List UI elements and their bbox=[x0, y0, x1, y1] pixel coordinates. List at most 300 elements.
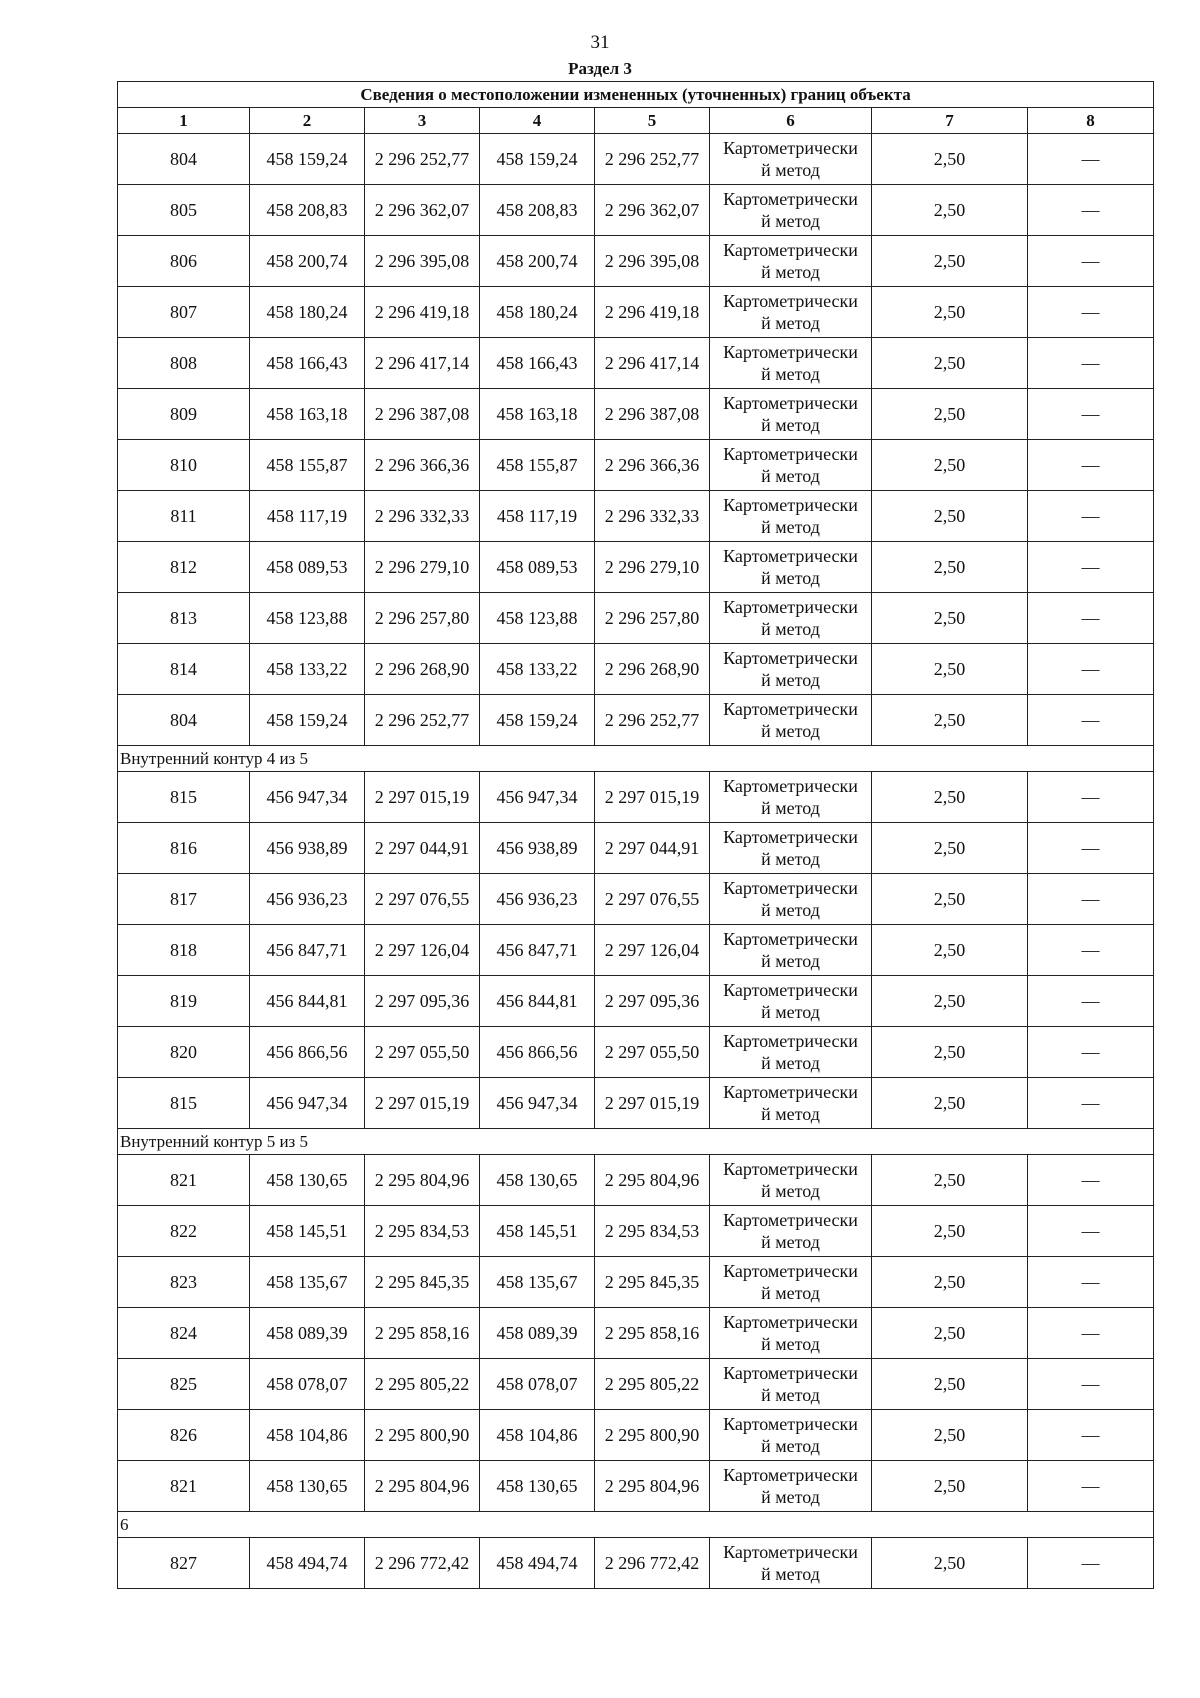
remark-cell: — bbox=[1028, 1155, 1154, 1206]
table-row bbox=[118, 1410, 1154, 1461]
table-row bbox=[118, 976, 1154, 1027]
column-number: 2 bbox=[250, 108, 365, 134]
accuracy-cell: 2,50 bbox=[872, 440, 1028, 491]
column-number: 5 bbox=[595, 108, 710, 134]
y-new-cell: 2 295 858,16 bbox=[595, 1308, 710, 1359]
y-existing-cell: 2 297 055,50 bbox=[365, 1027, 480, 1078]
method-text: й метод bbox=[761, 951, 820, 971]
y-new-cell: 2 296 772,42 bbox=[595, 1538, 710, 1589]
x-existing-cell: 458 130,65 bbox=[250, 1461, 365, 1512]
method-text: й метод bbox=[761, 415, 820, 435]
x-existing-cell: 458 135,67 bbox=[250, 1257, 365, 1308]
y-new-cell: 2 296 419,18 bbox=[595, 287, 710, 338]
point-number-cell: 808 bbox=[118, 338, 250, 389]
y-existing-cell: 2 295 804,96 bbox=[365, 1461, 480, 1512]
y-existing-cell: 2 295 858,16 bbox=[365, 1308, 480, 1359]
column-number: 8 bbox=[1028, 108, 1154, 134]
y-new-cell: 2 295 804,96 bbox=[595, 1461, 710, 1512]
y-existing-cell: 2 295 805,22 bbox=[365, 1359, 480, 1410]
table-row bbox=[118, 593, 1154, 644]
accuracy-cell: 2,50 bbox=[872, 1308, 1028, 1359]
method-text: й метод bbox=[761, 619, 820, 639]
table-row bbox=[118, 389, 1154, 440]
accuracy-cell: 2,50 bbox=[872, 772, 1028, 823]
table-row bbox=[118, 1206, 1154, 1257]
accuracy-cell: 2,50 bbox=[872, 976, 1028, 1027]
x-existing-cell: 456 938,89 bbox=[250, 823, 365, 874]
table-row bbox=[118, 644, 1154, 695]
y-new-cell: 2 297 126,04 bbox=[595, 925, 710, 976]
remark-cell: — bbox=[1028, 542, 1154, 593]
method-text: й метод bbox=[761, 364, 820, 384]
method-text: й метод bbox=[761, 1487, 820, 1507]
x-new-cell: 458 089,53 bbox=[480, 542, 595, 593]
x-existing-cell: 458 159,24 bbox=[250, 134, 365, 185]
column-number: 3 bbox=[365, 108, 480, 134]
y-new-cell: 2 296 332,33 bbox=[595, 491, 710, 542]
remark-cell: — bbox=[1028, 695, 1154, 746]
y-existing-cell: 2 296 257,80 bbox=[365, 593, 480, 644]
method-text: Картометрически bbox=[723, 1031, 858, 1051]
remark-cell: — bbox=[1028, 1027, 1154, 1078]
accuracy-cell: 2,50 bbox=[872, 287, 1028, 338]
table-row bbox=[118, 695, 1154, 746]
point-number-cell: 822 bbox=[118, 1206, 250, 1257]
contour-label: 6 bbox=[118, 1512, 1154, 1538]
method-cell bbox=[710, 236, 872, 287]
point-number-cell: 815 bbox=[118, 772, 250, 823]
method-text: Картометрически bbox=[723, 1312, 858, 1332]
method-text: й метод bbox=[761, 1334, 820, 1354]
point-number-cell: 806 bbox=[118, 236, 250, 287]
x-new-cell: 458 200,74 bbox=[480, 236, 595, 287]
accuracy-cell: 2,50 bbox=[872, 338, 1028, 389]
method-text: Картометрически bbox=[723, 138, 858, 158]
remark-cell: — bbox=[1028, 644, 1154, 695]
method-cell bbox=[710, 874, 872, 925]
x-new-cell: 458 494,74 bbox=[480, 1538, 595, 1589]
column-number: 4 bbox=[480, 108, 595, 134]
point-number-cell: 804 bbox=[118, 134, 250, 185]
x-new-cell: 458 130,65 bbox=[480, 1155, 595, 1206]
point-number-cell: 809 bbox=[118, 389, 250, 440]
method-text: Картометрически bbox=[723, 1210, 858, 1230]
method-text: й метод bbox=[761, 1181, 820, 1201]
y-new-cell: 2 296 366,36 bbox=[595, 440, 710, 491]
contour-group-row bbox=[118, 1512, 1154, 1538]
y-new-cell: 2 295 805,22 bbox=[595, 1359, 710, 1410]
remark-cell: — bbox=[1028, 236, 1154, 287]
y-existing-cell: 2 297 044,91 bbox=[365, 823, 480, 874]
table-row bbox=[118, 236, 1154, 287]
table-row bbox=[118, 1538, 1154, 1589]
point-number-cell: 804 bbox=[118, 695, 250, 746]
point-number-cell: 826 bbox=[118, 1410, 250, 1461]
method-text: й метод bbox=[761, 517, 820, 537]
method-text: й метод bbox=[761, 670, 820, 690]
x-existing-cell: 458 089,53 bbox=[250, 542, 365, 593]
point-number-cell: 825 bbox=[118, 1359, 250, 1410]
method-cell bbox=[710, 976, 872, 1027]
point-number-cell: 817 bbox=[118, 874, 250, 925]
contour-group-row bbox=[118, 1129, 1154, 1155]
accuracy-cell: 2,50 bbox=[872, 1410, 1028, 1461]
y-existing-cell: 2 295 804,96 bbox=[365, 1155, 480, 1206]
y-existing-cell: 2 296 252,77 bbox=[365, 695, 480, 746]
method-text: Картометрически bbox=[723, 546, 858, 566]
accuracy-cell: 2,50 bbox=[872, 1027, 1028, 1078]
method-text: Картометрически bbox=[723, 597, 858, 617]
x-new-cell: 456 844,81 bbox=[480, 976, 595, 1027]
column-number: 6 bbox=[710, 108, 872, 134]
x-new-cell: 458 078,07 bbox=[480, 1359, 595, 1410]
method-cell bbox=[710, 389, 872, 440]
method-cell bbox=[710, 593, 872, 644]
x-new-cell: 456 936,23 bbox=[480, 874, 595, 925]
method-cell bbox=[710, 1027, 872, 1078]
method-text: Картометрически bbox=[723, 1542, 858, 1562]
method-cell bbox=[710, 1461, 872, 1512]
x-existing-cell: 458 078,07 bbox=[250, 1359, 365, 1410]
y-existing-cell: 2 296 419,18 bbox=[365, 287, 480, 338]
method-text: Картометрически bbox=[723, 444, 858, 464]
remark-cell: — bbox=[1028, 287, 1154, 338]
y-existing-cell: 2 297 126,04 bbox=[365, 925, 480, 976]
remark-cell: — bbox=[1028, 1257, 1154, 1308]
method-cell bbox=[710, 185, 872, 236]
point-number-cell: 819 bbox=[118, 976, 250, 1027]
x-existing-cell: 458 123,88 bbox=[250, 593, 365, 644]
table-row bbox=[118, 1461, 1154, 1512]
x-new-cell: 458 180,24 bbox=[480, 287, 595, 338]
remark-cell: — bbox=[1028, 1078, 1154, 1129]
y-new-cell: 2 295 800,90 bbox=[595, 1410, 710, 1461]
x-new-cell: 456 947,34 bbox=[480, 772, 595, 823]
method-text: й метод bbox=[761, 798, 820, 818]
x-existing-cell: 458 089,39 bbox=[250, 1308, 365, 1359]
method-text: й метод bbox=[761, 262, 820, 282]
point-number-cell: 824 bbox=[118, 1308, 250, 1359]
method-text: Картометрически bbox=[723, 189, 858, 209]
point-number-cell: 816 bbox=[118, 823, 250, 874]
accuracy-cell: 2,50 bbox=[872, 1078, 1028, 1129]
point-number-cell: 813 bbox=[118, 593, 250, 644]
point-number-cell: 814 bbox=[118, 644, 250, 695]
remark-cell: — bbox=[1028, 440, 1154, 491]
accuracy-cell: 2,50 bbox=[872, 874, 1028, 925]
x-new-cell: 458 123,88 bbox=[480, 593, 595, 644]
page-number: 31 bbox=[590, 32, 610, 53]
method-cell bbox=[710, 644, 872, 695]
method-text: й метод bbox=[761, 721, 820, 741]
method-cell bbox=[710, 1410, 872, 1461]
table-row bbox=[118, 874, 1154, 925]
method-text: Картометрически bbox=[723, 929, 858, 949]
y-new-cell: 2 297 095,36 bbox=[595, 976, 710, 1027]
x-new-cell: 458 117,19 bbox=[480, 491, 595, 542]
boundary-coordinates-table bbox=[117, 81, 1154, 1589]
remark-cell: — bbox=[1028, 593, 1154, 644]
contour-label: Внутренний контур 4 из 5 bbox=[118, 746, 1154, 772]
remark-cell: — bbox=[1028, 389, 1154, 440]
table-caption: Сведения о местоположении измененных (уточненных) границ объекта bbox=[118, 82, 1154, 108]
y-new-cell: 2 296 279,10 bbox=[595, 542, 710, 593]
method-cell bbox=[710, 1206, 872, 1257]
accuracy-cell: 2,50 bbox=[872, 823, 1028, 874]
x-new-cell: 458 145,51 bbox=[480, 1206, 595, 1257]
x-new-cell: 458 208,83 bbox=[480, 185, 595, 236]
method-cell bbox=[710, 1359, 872, 1410]
y-new-cell: 2 296 395,08 bbox=[595, 236, 710, 287]
column-number-row bbox=[118, 108, 1154, 134]
x-existing-cell: 456 847,71 bbox=[250, 925, 365, 976]
method-text: Картометрически bbox=[723, 648, 858, 668]
y-existing-cell: 2 296 417,14 bbox=[365, 338, 480, 389]
remark-cell: — bbox=[1028, 185, 1154, 236]
method-text: й метод bbox=[761, 1053, 820, 1073]
method-text: й метод bbox=[761, 849, 820, 869]
x-new-cell: 458 104,86 bbox=[480, 1410, 595, 1461]
method-text: й метод bbox=[761, 1232, 820, 1252]
y-existing-cell: 2 295 845,35 bbox=[365, 1257, 480, 1308]
y-existing-cell: 2 295 800,90 bbox=[365, 1410, 480, 1461]
contour-label: Внутренний контур 5 из 5 bbox=[118, 1129, 1154, 1155]
table-row bbox=[118, 1359, 1154, 1410]
point-number-cell: 805 bbox=[118, 185, 250, 236]
method-text: Картометрически bbox=[723, 240, 858, 260]
method-cell bbox=[710, 338, 872, 389]
method-cell bbox=[710, 772, 872, 823]
x-new-cell: 458 159,24 bbox=[480, 134, 595, 185]
y-existing-cell: 2 296 332,33 bbox=[365, 491, 480, 542]
method-text: Картометрически bbox=[723, 878, 858, 898]
x-new-cell: 458 133,22 bbox=[480, 644, 595, 695]
y-new-cell: 2 296 387,08 bbox=[595, 389, 710, 440]
y-new-cell: 2 295 834,53 bbox=[595, 1206, 710, 1257]
accuracy-cell: 2,50 bbox=[872, 644, 1028, 695]
table-row bbox=[118, 491, 1154, 542]
y-new-cell: 2 296 268,90 bbox=[595, 644, 710, 695]
method-text: Картометрически bbox=[723, 1159, 858, 1179]
method-text: Картометрически bbox=[723, 1363, 858, 1383]
remark-cell: — bbox=[1028, 338, 1154, 389]
y-existing-cell: 2 297 095,36 bbox=[365, 976, 480, 1027]
y-existing-cell: 2 296 395,08 bbox=[365, 236, 480, 287]
x-new-cell: 458 089,39 bbox=[480, 1308, 595, 1359]
method-cell bbox=[710, 1538, 872, 1589]
accuracy-cell: 2,50 bbox=[872, 1461, 1028, 1512]
table-row bbox=[118, 440, 1154, 491]
x-existing-cell: 456 844,81 bbox=[250, 976, 365, 1027]
section-title: Раздел 3 bbox=[568, 59, 632, 78]
point-number-cell: 811 bbox=[118, 491, 250, 542]
method-text: Картометрически bbox=[723, 495, 858, 515]
y-existing-cell: 2 295 834,53 bbox=[365, 1206, 480, 1257]
x-new-cell: 458 135,67 bbox=[480, 1257, 595, 1308]
remark-cell: — bbox=[1028, 925, 1154, 976]
y-existing-cell: 2 297 015,19 bbox=[365, 772, 480, 823]
method-cell bbox=[710, 823, 872, 874]
x-new-cell: 458 163,18 bbox=[480, 389, 595, 440]
y-existing-cell: 2 297 076,55 bbox=[365, 874, 480, 925]
x-existing-cell: 458 494,74 bbox=[250, 1538, 365, 1589]
y-existing-cell: 2 296 362,07 bbox=[365, 185, 480, 236]
method-text: Картометрически bbox=[723, 291, 858, 311]
method-text: Картометрически bbox=[723, 699, 858, 719]
x-existing-cell: 458 104,86 bbox=[250, 1410, 365, 1461]
y-new-cell: 2 297 015,19 bbox=[595, 772, 710, 823]
x-new-cell: 458 130,65 bbox=[480, 1461, 595, 1512]
method-text: й метод bbox=[761, 1564, 820, 1584]
method-text: й метод bbox=[761, 1283, 820, 1303]
x-existing-cell: 458 166,43 bbox=[250, 338, 365, 389]
point-number-cell: 823 bbox=[118, 1257, 250, 1308]
x-existing-cell: 458 117,19 bbox=[250, 491, 365, 542]
x-new-cell: 458 159,24 bbox=[480, 695, 595, 746]
remark-cell: — bbox=[1028, 823, 1154, 874]
table-row bbox=[118, 1308, 1154, 1359]
accuracy-cell: 2,50 bbox=[872, 1155, 1028, 1206]
remark-cell: — bbox=[1028, 1410, 1154, 1461]
method-cell bbox=[710, 1257, 872, 1308]
method-cell bbox=[710, 1078, 872, 1129]
table-row bbox=[118, 134, 1154, 185]
x-existing-cell: 458 145,51 bbox=[250, 1206, 365, 1257]
method-text: й метод bbox=[761, 211, 820, 231]
point-number-cell: 821 bbox=[118, 1155, 250, 1206]
x-new-cell: 456 947,34 bbox=[480, 1078, 595, 1129]
accuracy-cell: 2,50 bbox=[872, 1257, 1028, 1308]
x-existing-cell: 458 159,24 bbox=[250, 695, 365, 746]
method-cell bbox=[710, 287, 872, 338]
method-cell bbox=[710, 542, 872, 593]
x-existing-cell: 458 208,83 bbox=[250, 185, 365, 236]
remark-cell: — bbox=[1028, 1461, 1154, 1512]
point-number-cell: 810 bbox=[118, 440, 250, 491]
method-text: й метод bbox=[761, 1436, 820, 1456]
table-row bbox=[118, 338, 1154, 389]
remark-cell: — bbox=[1028, 1359, 1154, 1410]
y-new-cell: 2 297 015,19 bbox=[595, 1078, 710, 1129]
x-new-cell: 456 866,56 bbox=[480, 1027, 595, 1078]
remark-cell: — bbox=[1028, 1308, 1154, 1359]
table-row bbox=[118, 772, 1154, 823]
x-new-cell: 456 847,71 bbox=[480, 925, 595, 976]
method-text: Картометрически bbox=[723, 776, 858, 796]
accuracy-cell: 2,50 bbox=[872, 542, 1028, 593]
table-row bbox=[118, 185, 1154, 236]
y-new-cell: 2 297 055,50 bbox=[595, 1027, 710, 1078]
table-row bbox=[118, 1027, 1154, 1078]
method-cell bbox=[710, 491, 872, 542]
y-existing-cell: 2 296 268,90 bbox=[365, 644, 480, 695]
accuracy-cell: 2,50 bbox=[872, 185, 1028, 236]
x-existing-cell: 458 200,74 bbox=[250, 236, 365, 287]
remark-cell: — bbox=[1028, 976, 1154, 1027]
remark-cell: — bbox=[1028, 134, 1154, 185]
x-new-cell: 458 166,43 bbox=[480, 338, 595, 389]
table-row bbox=[118, 287, 1154, 338]
method-text: й метод bbox=[761, 568, 820, 588]
point-number-cell: 807 bbox=[118, 287, 250, 338]
point-number-cell: 812 bbox=[118, 542, 250, 593]
point-number-cell: 821 bbox=[118, 1461, 250, 1512]
method-cell bbox=[710, 925, 872, 976]
y-existing-cell: 2 296 772,42 bbox=[365, 1538, 480, 1589]
y-existing-cell: 2 297 015,19 bbox=[365, 1078, 480, 1129]
method-text: й метод bbox=[761, 900, 820, 920]
x-existing-cell: 456 947,34 bbox=[250, 1078, 365, 1129]
accuracy-cell: 2,50 bbox=[872, 134, 1028, 185]
y-existing-cell: 2 296 366,36 bbox=[365, 440, 480, 491]
contour-group-row bbox=[118, 746, 1154, 772]
remark-cell: — bbox=[1028, 491, 1154, 542]
x-existing-cell: 458 163,18 bbox=[250, 389, 365, 440]
remark-cell: — bbox=[1028, 1206, 1154, 1257]
method-text: Картометрически bbox=[723, 342, 858, 362]
method-text: й метод bbox=[761, 160, 820, 180]
method-text: Картометрически bbox=[723, 1465, 858, 1485]
x-existing-cell: 456 936,23 bbox=[250, 874, 365, 925]
y-new-cell: 2 295 845,35 bbox=[595, 1257, 710, 1308]
accuracy-cell: 2,50 bbox=[872, 1538, 1028, 1589]
method-text: Картометрически bbox=[723, 393, 858, 413]
method-text: Картометрически bbox=[723, 1082, 858, 1102]
y-new-cell: 2 296 252,77 bbox=[595, 134, 710, 185]
table-body bbox=[118, 82, 1154, 1589]
method-cell bbox=[710, 1308, 872, 1359]
method-cell bbox=[710, 695, 872, 746]
accuracy-cell: 2,50 bbox=[872, 236, 1028, 287]
y-new-cell: 2 296 252,77 bbox=[595, 695, 710, 746]
method-cell bbox=[710, 440, 872, 491]
table-row bbox=[118, 823, 1154, 874]
point-number-cell: 827 bbox=[118, 1538, 250, 1589]
point-number-cell: 815 bbox=[118, 1078, 250, 1129]
x-existing-cell: 456 947,34 bbox=[250, 772, 365, 823]
y-new-cell: 2 297 044,91 bbox=[595, 823, 710, 874]
accuracy-cell: 2,50 bbox=[872, 925, 1028, 976]
accuracy-cell: 2,50 bbox=[872, 593, 1028, 644]
method-text: й метод bbox=[761, 313, 820, 333]
method-text: й метод bbox=[761, 1002, 820, 1022]
table-row bbox=[118, 1078, 1154, 1129]
table-row bbox=[118, 1257, 1154, 1308]
x-new-cell: 456 938,89 bbox=[480, 823, 595, 874]
y-existing-cell: 2 296 387,08 bbox=[365, 389, 480, 440]
table-row bbox=[118, 542, 1154, 593]
point-number-cell: 818 bbox=[118, 925, 250, 976]
y-existing-cell: 2 296 252,77 bbox=[365, 134, 480, 185]
accuracy-cell: 2,50 bbox=[872, 491, 1028, 542]
accuracy-cell: 2,50 bbox=[872, 1206, 1028, 1257]
method-text: Картометрически bbox=[723, 980, 858, 1000]
y-new-cell: 2 296 362,07 bbox=[595, 185, 710, 236]
accuracy-cell: 2,50 bbox=[872, 389, 1028, 440]
table-row bbox=[118, 1155, 1154, 1206]
method-text: Картометрически bbox=[723, 1414, 858, 1434]
column-number: 7 bbox=[872, 108, 1028, 134]
y-new-cell: 2 296 417,14 bbox=[595, 338, 710, 389]
x-existing-cell: 458 130,65 bbox=[250, 1155, 365, 1206]
remark-cell: — bbox=[1028, 1538, 1154, 1589]
accuracy-cell: 2,50 bbox=[872, 695, 1028, 746]
remark-cell: — bbox=[1028, 772, 1154, 823]
method-cell bbox=[710, 1155, 872, 1206]
point-number-cell: 820 bbox=[118, 1027, 250, 1078]
y-existing-cell: 2 296 279,10 bbox=[365, 542, 480, 593]
column-number: 1 bbox=[118, 108, 250, 134]
